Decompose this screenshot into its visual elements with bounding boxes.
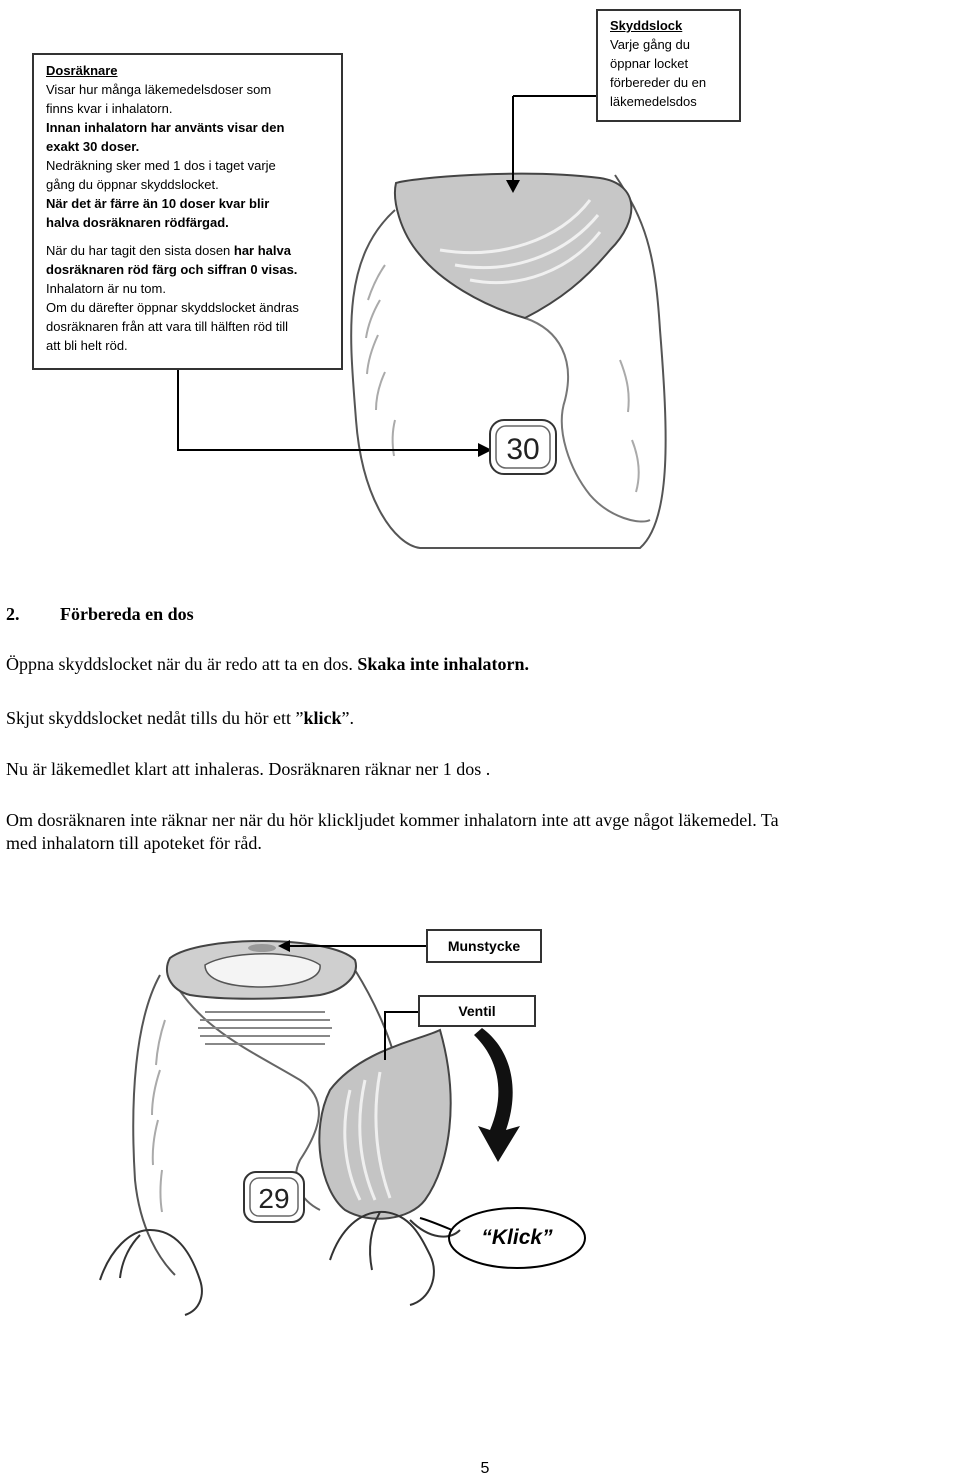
- downward-arrow-icon: [474, 1028, 520, 1162]
- dose-counter-value: 30: [506, 433, 540, 466]
- callout-line: förbereder du en: [610, 75, 707, 90]
- callout-line: När det är färre än 10 doser kvar blir: [46, 196, 270, 211]
- valve-label-box: Ventil: [418, 995, 536, 1027]
- inhaler-diagram-open: [0, 900, 960, 1320]
- page-number: 5: [480, 1460, 490, 1477]
- paragraph-slide-cap: [6, 707, 354, 729]
- callout-line: Inhalatorn är nu tom.: [46, 281, 166, 296]
- callout-line: öppnar locket: [610, 56, 689, 71]
- paragraph-bold-text: Skaka inte inhalatorn.: [357, 654, 529, 674]
- callout-line: finns kvar i inhalatorn.: [46, 101, 173, 116]
- callout-line: exakt 30 doser.: [46, 139, 140, 154]
- protective-cap-shape: [395, 174, 631, 318]
- callout-line: halva dosräknaren rödfärgad.: [46, 215, 229, 230]
- callout-text: När du har tagit den sista dosen: [46, 243, 234, 258]
- vent-grille: [198, 1012, 332, 1044]
- paragraph-text: Skjut skyddslocket nedåt tills du hör ett ”: [6, 708, 304, 728]
- paragraph-ready: Nu är läkemedlet klart att inhaleras. Dosräknaren räknar ner 1 dos .: [6, 759, 491, 779]
- paragraph-text: ”.: [341, 708, 354, 728]
- callout-line: Visar hur många läkemedelsdoser som: [46, 82, 272, 97]
- callout-line: dosräknaren från att vara till hälften röd till: [46, 319, 289, 334]
- callout-line: gång du öppnar skyddslocket.: [46, 177, 219, 192]
- dose-counter-value: 29: [258, 1183, 290, 1214]
- protective-cap-callout-title: Skyddslock: [610, 18, 683, 33]
- callout-line: att bli helt röd.: [46, 338, 128, 353]
- callout-line: läkemedelsdos: [610, 94, 697, 109]
- paragraph-text: Öppna skyddslocket när du är redo att ta en dos.: [6, 654, 358, 674]
- callout-line: Varje gång du: [610, 37, 690, 52]
- section-title: Förbereda en dos: [60, 604, 194, 624]
- callout-bold-text: har halva dosräknaren röd färg och siffran 0 visas.: [46, 243, 298, 277]
- section-heading: [6, 604, 194, 625]
- paragraph-warning-line2: med inhalatorn till apoteket för råd.: [6, 833, 262, 853]
- click-sound-label: “Klick”: [481, 1226, 553, 1249]
- paragraph-open-cap: [6, 653, 529, 675]
- hands-drawing: [100, 1212, 460, 1315]
- callout-line: Om du därefter öppnar skyddslocket ändras: [46, 300, 299, 315]
- protective-cap-callout: [596, 9, 741, 122]
- inhaler-diagram-closed: [0, 0, 960, 560]
- dose-counter-callout: [32, 53, 343, 370]
- dose-counter-callout-title: Dosräknare: [46, 63, 118, 78]
- grip-ridges: [152, 1020, 165, 1212]
- paragraph-bold-text: klick: [303, 708, 342, 728]
- callout-paragraph-last-dose: [46, 241, 329, 279]
- callout-line: Nedräkning sker med 1 dos i taget varje: [46, 158, 276, 173]
- section-number: 2.: [6, 604, 20, 624]
- mouthpiece-label-box: Munstycke: [426, 929, 542, 963]
- callout-line: Innan inhalatorn har använts visar den: [46, 120, 285, 135]
- counter-callout-line: [178, 370, 478, 450]
- paragraph-warning-line1: Om dosräknaren inte räknar ner när du hör klickljudet kommer inhalatorn inte att avge något läkemedel. Ta: [6, 810, 779, 830]
